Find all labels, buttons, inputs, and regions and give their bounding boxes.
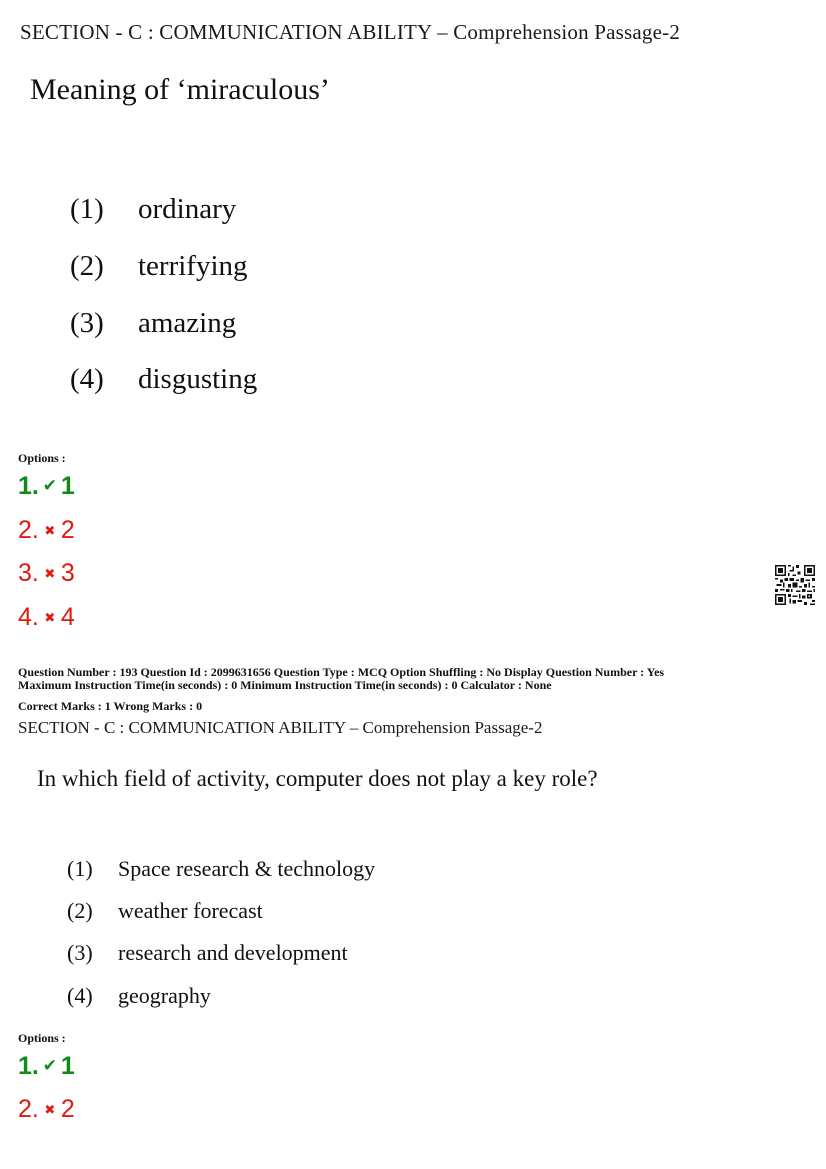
question-meta-line: Maximum Instruction Time(in seconds) : 0 Minimum Instruction Time(in seconds) : 0 Calculator : None	[18, 678, 552, 692]
question-text: Meaning of ‘miraculous’	[30, 73, 330, 106]
qr-code-icon	[775, 565, 815, 605]
choice-text: ordinary	[138, 193, 237, 225]
choice-item	[67, 940, 348, 966]
choice-item	[67, 856, 375, 882]
choice-number: (4)	[67, 983, 93, 1008]
choice-text: weather forecast	[118, 898, 263, 923]
choice-number: (2)	[70, 250, 104, 282]
cross-icon: ✖	[44, 566, 56, 581]
options-label: Options :	[18, 1031, 66, 1045]
option-value: 1	[60, 472, 75, 500]
option-number: 3.	[18, 559, 39, 587]
option-value: 4	[60, 603, 75, 631]
choice-text: research and development	[118, 940, 348, 965]
marks-info: Correct Marks : 1 Wrong Marks : 0	[18, 699, 203, 713]
option-value: 1	[60, 1052, 75, 1080]
question-meta	[18, 666, 664, 692]
option-wrong	[18, 1095, 75, 1124]
choice-text: Space research & technology	[118, 856, 376, 881]
choice-text: disgusting	[138, 363, 258, 395]
cross-icon: ✖	[44, 523, 56, 538]
choice-number: (4)	[70, 363, 104, 395]
choice-item	[70, 250, 248, 283]
option-value: 3	[60, 559, 75, 587]
option-value: 2	[60, 1095, 75, 1123]
choice-number: (2)	[67, 898, 93, 923]
cross-icon: ✖	[44, 610, 56, 625]
choice-number: (3)	[67, 940, 93, 965]
option-value: 2	[60, 516, 75, 544]
option-correct	[18, 472, 75, 501]
check-icon: ✔	[42, 476, 57, 495]
option-number: 4.	[18, 603, 39, 631]
section-heading: SECTION - C : COMMUNICATION ABILITY – Comprehension Passage-2	[18, 718, 543, 737]
choice-text: geography	[118, 983, 211, 1008]
section-heading: SECTION - C : COMMUNICATION ABILITY – Comprehension Passage-2	[20, 20, 681, 44]
choice-item	[70, 363, 257, 396]
choice-number: (1)	[70, 193, 104, 225]
cross-icon: ✖	[44, 1102, 56, 1117]
question-text: In which field of activity, computer does not play a key role?	[37, 766, 598, 791]
choice-number: (1)	[67, 856, 93, 881]
option-correct	[18, 1052, 75, 1081]
option-number: 2.	[18, 1095, 39, 1123]
option-wrong	[18, 516, 75, 545]
choice-item	[70, 307, 236, 340]
option-wrong	[18, 559, 75, 588]
option-number: 1.	[18, 472, 39, 500]
option-number: 1.	[18, 1052, 39, 1080]
choice-item	[70, 193, 236, 226]
option-number: 2.	[18, 516, 39, 544]
choice-text: terrifying	[138, 250, 248, 282]
choice-number: (3)	[70, 307, 104, 339]
choice-text: amazing	[138, 307, 237, 339]
check-icon: ✔	[42, 1056, 57, 1075]
options-label: Options :	[18, 451, 66, 465]
choice-item	[67, 983, 211, 1009]
question-meta-line: Question Number : 193 Question Id : 2099631656 Question Type : MCQ Option Shuffling : No Display Question Number : Yes	[18, 665, 665, 679]
option-wrong	[18, 603, 75, 632]
choice-item	[67, 898, 263, 924]
